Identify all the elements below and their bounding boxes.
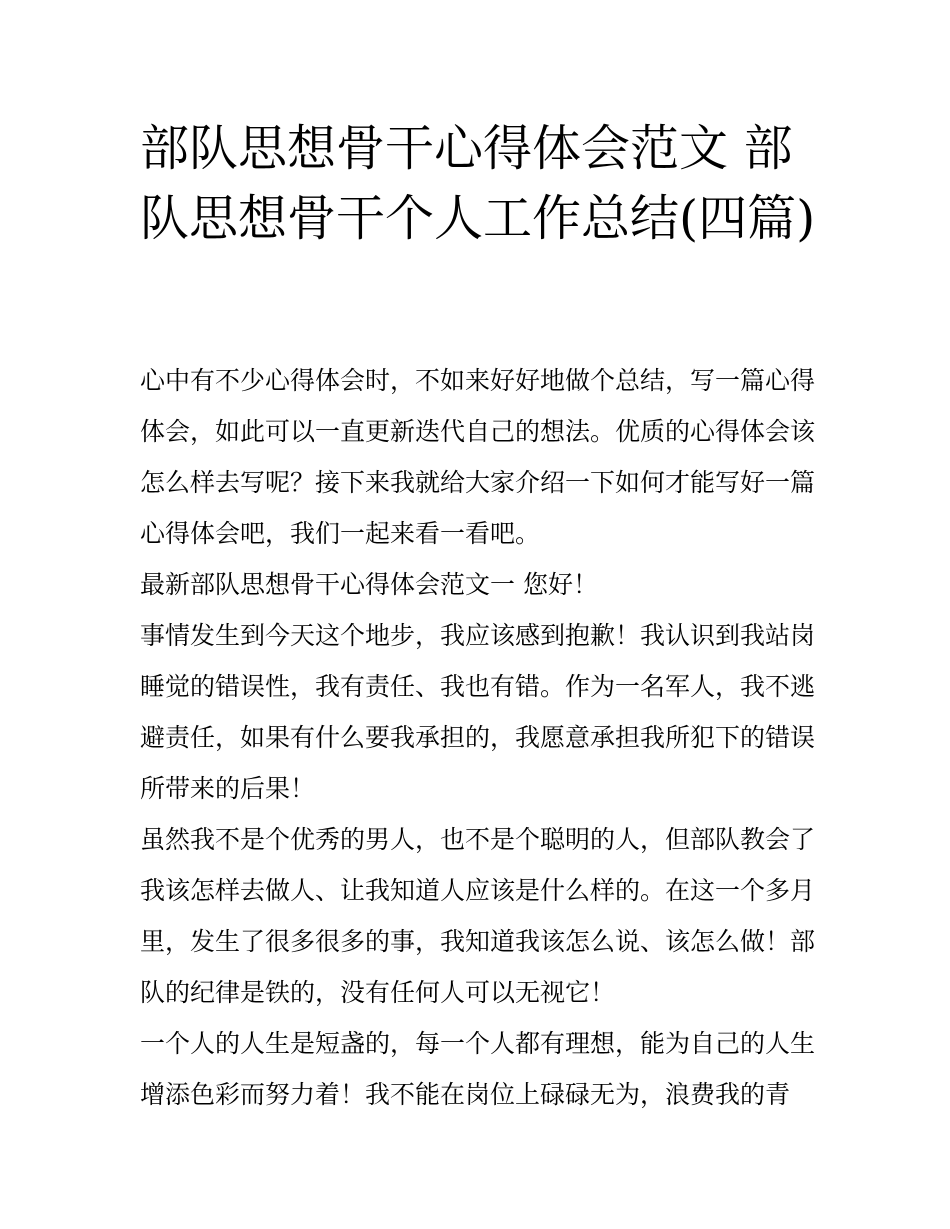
document-body [140,355,815,1120]
paragraph-reflection: 虽然我不是个优秀的男人，也不是个聪明的人，但部队教会了我该怎样去做人、让我知道人应该是什么样的。在这一个多月里，发生了很多很多的事，我知道我该怎么说、该怎么做！部队的纪律是铁的，没有任何人可以无视它！ [140,825,816,1007]
paragraph-greeting: 最新部队思想骨干心得体会范文一 您好！ [140,570,598,599]
paragraph-life: 一个人的人生是短盏的，每一个人都有理想，能为自己的人生增添色彩而努力着！我不能在岗位上碌碌无为，浪费我的青 [140,1029,816,1109]
document-title: 部队思想骨干心得体会范文 部队思想骨干个人工作总结(四篇) [140,120,816,247]
paragraph-apology: 事情发生到今天这个地步，我应该感到抱歉！我认识到我站岗睡觉的错误性，我有责任、我也有错。作为一名军人，我不逃避责任，如果有什么要我承担的，我愿意承担我所犯下的错误所带来的后果！ [140,621,816,803]
paragraph-intro: 心中有不少心得体会时，不如来好好地做个总结，写一篇心得体会，如此可以一直更新迭代自己的想法。优质的心得体会该怎么样去写呢？接下来我就给大家介绍一下如何才能写好一篇心得体会吧，我们一起来看一看吧。 [140,366,816,548]
